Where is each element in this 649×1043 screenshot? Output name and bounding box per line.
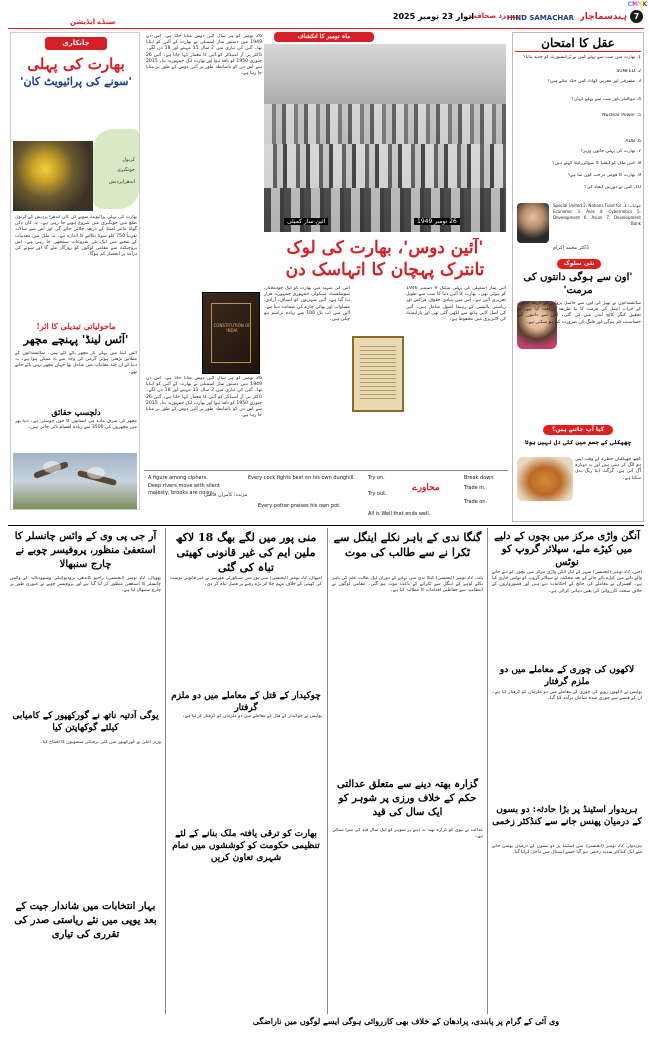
proverb-7: Trade in. [464, 485, 486, 491]
center-headline-1: 'آئین دوس'، بھارت کی لوک [286, 238, 484, 258]
photo-caption-1: آئین ساز کمیٹی [284, 218, 328, 225]
news-4-headline-3: بہار انتخابات میں شاندار جیت کے بعد یوپی میں نئے ریاستی صدر کی تقرری کی تیاری [14, 901, 157, 940]
gold-ore-photo [13, 141, 93, 211]
constitution-book-photo [202, 292, 260, 374]
brand-english: HIND SAMACHAR [506, 14, 574, 22]
news-4-headline-2: یوگی آدتیہ ناتھ نے گورکھپور کے کامیابی کیلئے گوکھاپتن کیا [12, 711, 159, 733]
right-sidebar [512, 32, 644, 522]
proverb-1: A figure among ciphers. [148, 475, 208, 481]
news-2-headline-2: گزارہ بھتہ دینے سے متعلق عدالتی حکم کے خلاف ورزی پر شوہر کو ایک سال کی قید [336, 779, 478, 818]
feature-body-2: آئس لینڈ میں پہلی بار مچھر پائے گئے ہیں۔ سائنسدانوں کے مطابق بڑھتی ہوئی گرمی کی وجہ سے یہ ممکن ہوا ہے۔ یہ دنیا کے ان چند مقامات میں شامل تھا جہاں مچھر نہیں پائے جاتے تھے۔ [15, 351, 137, 375]
quiz-byline: ڈاکٹر محمد اکرام [553, 245, 589, 251]
health-tag: نئی سلوک [557, 259, 601, 269]
feature-title-1: بھارت کی پہلی [27, 55, 125, 73]
didyouknow-title: چھپکلی کے جسم میں کئی دل نہیں ہوتا [524, 439, 632, 446]
news-2-headline: گنگا ندی کے باہر نکلے اینگل سے ٹکرا نے سے طالب کی موت [333, 531, 482, 559]
news-1-headline: آنگن واڑی مرکز میں بچوں کے دلیے میں کیڑے ملے، سپلائر گروپ کو نوٹس [494, 531, 640, 568]
didyouknow-tag: کیا آپ جانتے ہیں؟ [543, 425, 613, 435]
quiz-item-8: 8. کس ملک کو ایشیا کا سوئٹزرلینڈ کہتے ہیں؟ [552, 161, 641, 166]
edition-label: سنڈے ایڈیشن [70, 18, 116, 26]
quiz-item-2: 2. SUNFED [616, 69, 641, 74]
bottom-strip-headline: وی آئی کے گرام پر پابندی، پرادھان کے خلاف بھی کارروائی ہوگی ایسے لوگوں میں ناراضگی [252, 1016, 560, 1026]
proverb-8: Trade on. [464, 499, 488, 505]
news-4-body-2: وزیر اعلیٰ نے گورکھپور میں کئی ترقیاتی منصوبوں کا افتتاح کیا۔ [40, 740, 161, 745]
photo-caption-2: 26 نومبر 1949 [414, 218, 460, 225]
masthead [0, 0, 649, 30]
feature-sub-2: 'آئس لینڈ' پہنچے مچھر [23, 333, 129, 346]
center-headline-2: تانترک پہچان کا اتہاسک دن [285, 260, 485, 280]
quiz-item-10: 10. کس نے دوربین ایجاد کی؟ [584, 185, 641, 190]
quiz-item-1: 1. بھارت میں سب سے پہلے کس نے ٹرانسپورٹ کو جدید بنایا؟ [523, 55, 641, 60]
feature-body-3: مچھر کی صرف مادہ ہی انسانوں کا خون چوستی ہے۔ دنیا بھر میں مچھروں کی 3500 سے زیادہ اقسام پائی جاتی ہیں۔ [15, 419, 137, 431]
feature-kicker: جانکاری [45, 37, 107, 50]
brand-urdu: ہندسماچار [579, 12, 627, 22]
news-4-headline: آر جی پی وی کے وائس چانسلر کا استعفیٰ منظور، پروفیسر چوبے نے چارج سنبھالا [14, 531, 157, 570]
column-rule-1 [487, 528, 488, 1014]
news-1-body: اجین، 22 نومبر (ایجنسی) شہر کے ایک آنگن واڑی مرکز میں بچوں کو دیے جانے والے دلیے میں کیڑے پائے جانے کے بعد محکمہ نے سپلائر گروپ کو نوٹس جاری کیا ہے۔ افسران نے معاملے کی جانچ کے احکامات دیے ہیں اور قصورواروں کے خلاف سخت کارروائی کی یقین دہانی کرائی ہے۔ [492, 570, 642, 594]
news-column-4 [8, 528, 163, 1018]
feature-sub-3: دلچسپ حقائق [51, 407, 101, 417]
masthead-tagline: ہمدرد صحافت [469, 12, 519, 20]
news-3-body-2: پولیس نے چوکیدار کے قتل کے معاملے میں دو ملزمان کو گرفتار کر لیا ہے۔ [182, 714, 322, 719]
feature-sub-1: ماحولیاتی تبدیلی کا اثر! [36, 321, 116, 331]
proverbs-heading: محاورے [412, 483, 440, 493]
section-divider [8, 525, 644, 526]
news-3-headline-2: چوکیدار کے قتل کے معاملے میں دو ملزم گرفتار [171, 691, 321, 713]
news-1-headline-2: لاکھوں کی چوری کے معاملے میں دو ملزم گرفتار [499, 665, 635, 687]
map-label-1: کرنول [122, 157, 135, 163]
news-3-body: امپھال، 22 نومبر (ایجنسی) منی پور میں سیکورٹی فورسز نے غیر قانونی پوست کی کھیتی کے خلاف مہم چلا کر بڑے رقبے پر فصل تباہ کر دی۔ [170, 576, 322, 588]
feature-title-2: 'سونے کی پرائیویٹ کان' [20, 75, 132, 88]
proverb-10: Break down [464, 475, 494, 481]
health-body: سائنسدانوں نے بھیڑ کی اون سے حاصل پروٹین کے ذریعہ دانتوں کے خراب انیمل کی مرمت کا نیا طریقہ دریافت کیا ہے۔ یہ تحقیق کنگز کالج لندن میں کی گئی۔ اس سے دانتوں کی حساسیت کم ہوگی اور فلنگ کی ضرورت کم ہو سکتی ہے۔ [517, 301, 641, 325]
book-label: CONSTITUTION OF INDIA [213, 323, 251, 333]
column-rule-3 [165, 528, 166, 1014]
map-label-3: آندھراپردیش [108, 179, 135, 185]
proverb-6: Try out. [368, 491, 387, 497]
news-column-3 [168, 528, 324, 1018]
proverb-3: Every cock fights best on his own dunghill. [248, 475, 355, 481]
center-byline: مرتب: کامران قاضی [204, 492, 248, 498]
news-1-body-2: پولیس نے لاکھوں روپے کی چوری کے معاملے میں دو ملزمان کو گرفتار کیا ہے۔ ان کے قبضے سے چوری شدہ سامان برآمد کیا گیا۔ [492, 690, 642, 702]
health-title: 'اون سے ہوگی دانتوں کی مرمت' [523, 272, 633, 296]
proverb-9: All is Well that ends well. [368, 511, 431, 517]
didyouknow-body: کچھ چھپکلیاں خطرے کے وقت اپنی دم الگ کر دیتی ہیں اور یہ دوبارہ اُگ آتی ہے۔ گرگٹ اپنا رنگ بدل سکتا ہے۔ [575, 457, 641, 481]
column-rule-2 [327, 528, 328, 1014]
center-col-a-bottom: 26 نومبر کو ہر سال آئین دوس منایا جاتا ہے۔ اس دن 1949 میں دستور ساز اسمبلی نے بھارت کے آئین کو اپنایا تھا۔ آئین کی تیاری میں 2 سال 11 مہینے اور 18 دن لگے۔ ڈاکٹر بی آر امبیڈکر کو آئین کا معمار کہا جاتا ہے۔ آئین 26 جنوری 1950 کو نافذ ہوا اور بھارت ایک جمہوریہ بنا۔ 2015 سے اس دن کو باضابطہ طور پر آئین دوس کے طور پر منایا جا رہا ہے۔ [146, 376, 262, 419]
quiz-item-5: 5. Nuclear Power [602, 113, 641, 118]
news-3-headline-3: بھارت کو ترقی یافتہ ملک بنانے کے لئے تنظیمی حکومت کو کوششوں میں تمام شہری تعاون کریں [172, 829, 320, 863]
news-2-body: پٹنہ، 22 نومبر (ایجنسی) گنگا ندی میں نہانے کے دوران ایک طالب علم کی باہر نکلے لوہے کے اینگل سے ٹکرانے کے باعث موت ہو گئی۔ مقامی لوگوں نے انتظامیہ سے حفاظتی اقدامات کا مطالبہ کیا ہے۔ [332, 576, 483, 594]
quiz-item-4: 4. نیوکلیئر پاور سب سے پہلے کہاں؟ [571, 97, 641, 102]
quiz-author-photo [517, 203, 549, 243]
quiz-item-7: 7. بھارت کی پہلی خاتون وزیر؟ [580, 149, 641, 154]
news-2-body-2: عدالت نے بیوی کو گزارہ بھتہ نہ دینے پر شوہر کو ایک سال قید کی سزا سنائی ہے۔ [332, 828, 483, 840]
left-feature [10, 32, 140, 510]
mosquito-photo [13, 453, 137, 509]
section-tag: ماہ نومبر کا انکشاف [274, 32, 374, 42]
proverbs-box [144, 470, 508, 524]
masthead-rule [8, 28, 644, 29]
proverb-2: Deep rivers move with silent majesty, brooks are noisy. [148, 483, 220, 496]
news-1-body-3: ہریدوار، 22 نومبر (ایجنسی) بس اسٹینڈ پر دو بسوں کے درمیان پھنس جانے سے ایک کنڈکٹر شدید زخمی ہو گیا جسے اسپتال میں داخل کرایا گیا۔ [492, 844, 642, 856]
feature-body: بھارت کی پہلی پرائیویٹ سونے کی کان آندھرا پردیش کے کرنول ضلع میں جونگیری میں شروع ہونے جا رہی ہے۔ یہ کان دکن گولڈ مائنز لمیٹڈ کے ذریعہ چلائی جائے گی اور اس سے سالانہ تقریباً 750 کلو سونا نکالنے کا اندازہ ہے۔ یہ ملک میں معدنیات کے شعبے میں ایک نئی شروعات سمجھی جا رہی ہے۔ اس پروجیکٹ سے مقامی لوگوں کو روزگار ملے گا اور سونے کی درآمد پر انحصار کم ہوگا۔ [15, 215, 137, 258]
preamble-document-photo [352, 336, 404, 412]
news-3-headline: منی پور میں لگے بھگ 18 لاکھ ملین ایم کی غیر قانونی کھیتی تباہ کی گئی [175, 531, 317, 574]
center-feature [144, 30, 508, 510]
page-number: 7 [630, 10, 643, 23]
quiz-item-9: 9. بھارت کا قومی درخت کون سا ہے؟ [567, 173, 641, 178]
quiz-item-6: 6. ADB [625, 139, 641, 144]
constituent-assembly-photo [264, 44, 506, 232]
lizard-photo [517, 457, 573, 501]
quiz-item-3: 3. مشرقی اور مغربی گھاٹ کس جگہ ملتے ہیں؟ [547, 79, 641, 84]
center-col-a-top: 26 نومبر کو ہر سال آئین دوس منایا جاتا ہے۔ اس دن 1949 میں دستور ساز اسمبلی نے بھارت کے آئین کو اپنایا تھا۔ آئین کی تیاری میں 2 سال 11 مہینے اور 18 دن لگے۔ ڈاکٹر بی آر امبیڈکر کو آئین کا معمار کہا جاتا ہے۔ آئین 26 جنوری 1950 کو نافذ ہوا اور بھارت ایک جمہوریہ بنا۔ 2015 سے اس دن کو باضابطہ طور پر آئین دوس کے طور پر منایا جا رہا ہے۔ [146, 34, 262, 77]
news-4-body: بھوپال، 22 نومبر (ایجنسی) راجیو گاندھی پرودیوگیکی وشوودیالیہ کے وائس چانسلر کا استعفیٰ منظور کر لیا گیا ہے اور پروفیسر چوبے نے عبوری طور پر چارج سنبھال لیا ہے۔ [10, 576, 161, 594]
proverb-4: Every potter praises his own pot. [258, 503, 341, 509]
center-col-b: آئین ساز اسمبلی کی پہلی میٹنگ 9 دسمبر 1946 کو ہوئی تھی۔ بھارت کا آئین دنیا کا سب سے طویل تحریری آئین ہے۔ اس میں بنیادی حقوق، فرائض اور ریاستی پالیسی کے رہنما اصول شامل ہیں۔ آئین کی اصل کاپی ہاتھ سے لکھی گئی تھی اور پارلیمنٹ کی لائبریری میں محفوظ ہے۔ [406, 286, 506, 323]
quiz-title: عقل کا امتحان [515, 35, 641, 52]
news-column-2 [330, 528, 485, 1018]
proverb-5: Try on. [368, 475, 385, 481]
map-label-2: جونگیری [116, 167, 135, 173]
quiz-answers: جوابات: 1. Special United 2. Nations Fund for Economic 3. Asia 4. Cybernetics 5. Development 6. Asian 7. Development Bank [553, 203, 641, 226]
news-column-1 [490, 528, 644, 1018]
news-1-headline-3: ہریدوار اسٹینڈ پر بڑا حادثہ: دو بسوں کے درمیان پھنس جانے سے کنڈکٹر زخمی [492, 805, 642, 827]
cmyk-mark: CMYK [627, 1, 647, 8]
center-col-c: آئین کی تمہید میں بھارت کو ایک خودمختار، سوشلسٹ، سیکولر، جمہوری جمہوریہ قرار دیا گیا ہے۔ آئین شہریوں کو انصاف، آزادی، مساوات اور بھائی چارے کی ضمانت دیتا ہے۔ آئین میں اب تک 100 سے زیادہ ترامیم ہو چکی ہیں۔ [264, 286, 350, 323]
masthead-date: اتوار 23 نومبر 2025 [392, 12, 474, 21]
